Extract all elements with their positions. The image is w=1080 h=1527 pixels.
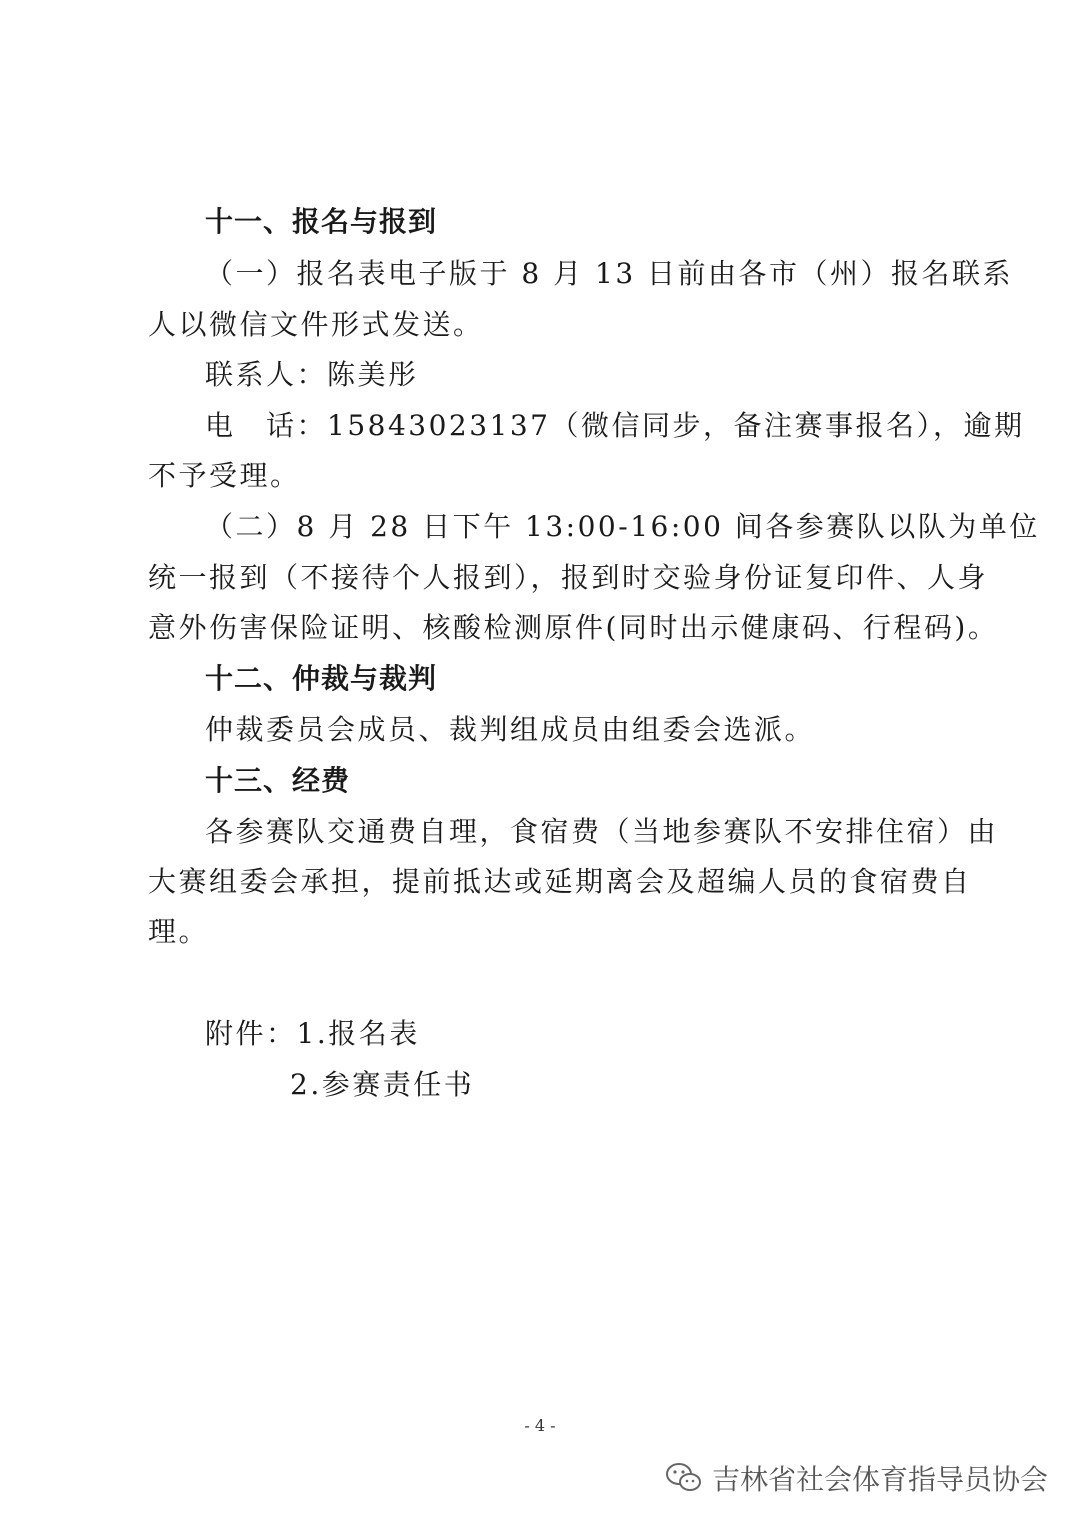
section-13-paragraph: 各参赛队交通费自理，食宿费（当地参赛队不安排住宿）由 (205, 815, 999, 848)
section-11-paragraph-2-cont1: 统一报到（不接待个人报到），报到时交验身份证复印件、人身 (148, 561, 989, 594)
contact-phone: 电 话：15843023137（微信同步，备注赛事报名），逾期 (205, 409, 1025, 442)
page-number: - 4 - (524, 1416, 556, 1435)
watermark-text: 吉林省社会体育指导员协会 (711, 1463, 1048, 1496)
section-13-paragraph-cont2: 理。 (148, 915, 210, 948)
section-13-heading: 十三、经费 (205, 764, 351, 797)
section-12-paragraph: 仲裁委员会成员、裁判组成员由组委会选派。 (205, 713, 816, 746)
section-13-paragraph-cont1: 大赛组委会承担，提前抵达或延期离会及超编人员的食宿费自 (148, 865, 972, 898)
section-11-paragraph-1: （一）报名表电子版于 8 月 13 日前由各市（州）报名联系 (205, 257, 1014, 290)
section-11-heading: 十一、报名与报到 (205, 205, 438, 238)
wechat-icon (664, 1461, 704, 1495)
contact-person: 联系人：陈美彤 (205, 358, 419, 391)
section-11-paragraph-2: （二）8 月 28 日下午 13:00-16:00 间各参赛队以队为单位 (205, 510, 1040, 543)
section-12-heading: 十二、仲裁与裁判 (205, 662, 438, 695)
watermark (664, 1458, 1048, 1498)
attachment-item-1: 附件：1.报名表 (205, 1017, 420, 1050)
section-11-paragraph-2-cont2: 意外伤害保险证明、核酸检测原件(同时出示健康码、行程码)。 (148, 611, 999, 644)
attachment-item-2: 2.参赛责任书 (290, 1068, 475, 1101)
contact-phone-cont: 不予受理。 (148, 459, 301, 492)
section-11-paragraph-1-cont: 人以微信文件形式发送。 (148, 308, 484, 341)
